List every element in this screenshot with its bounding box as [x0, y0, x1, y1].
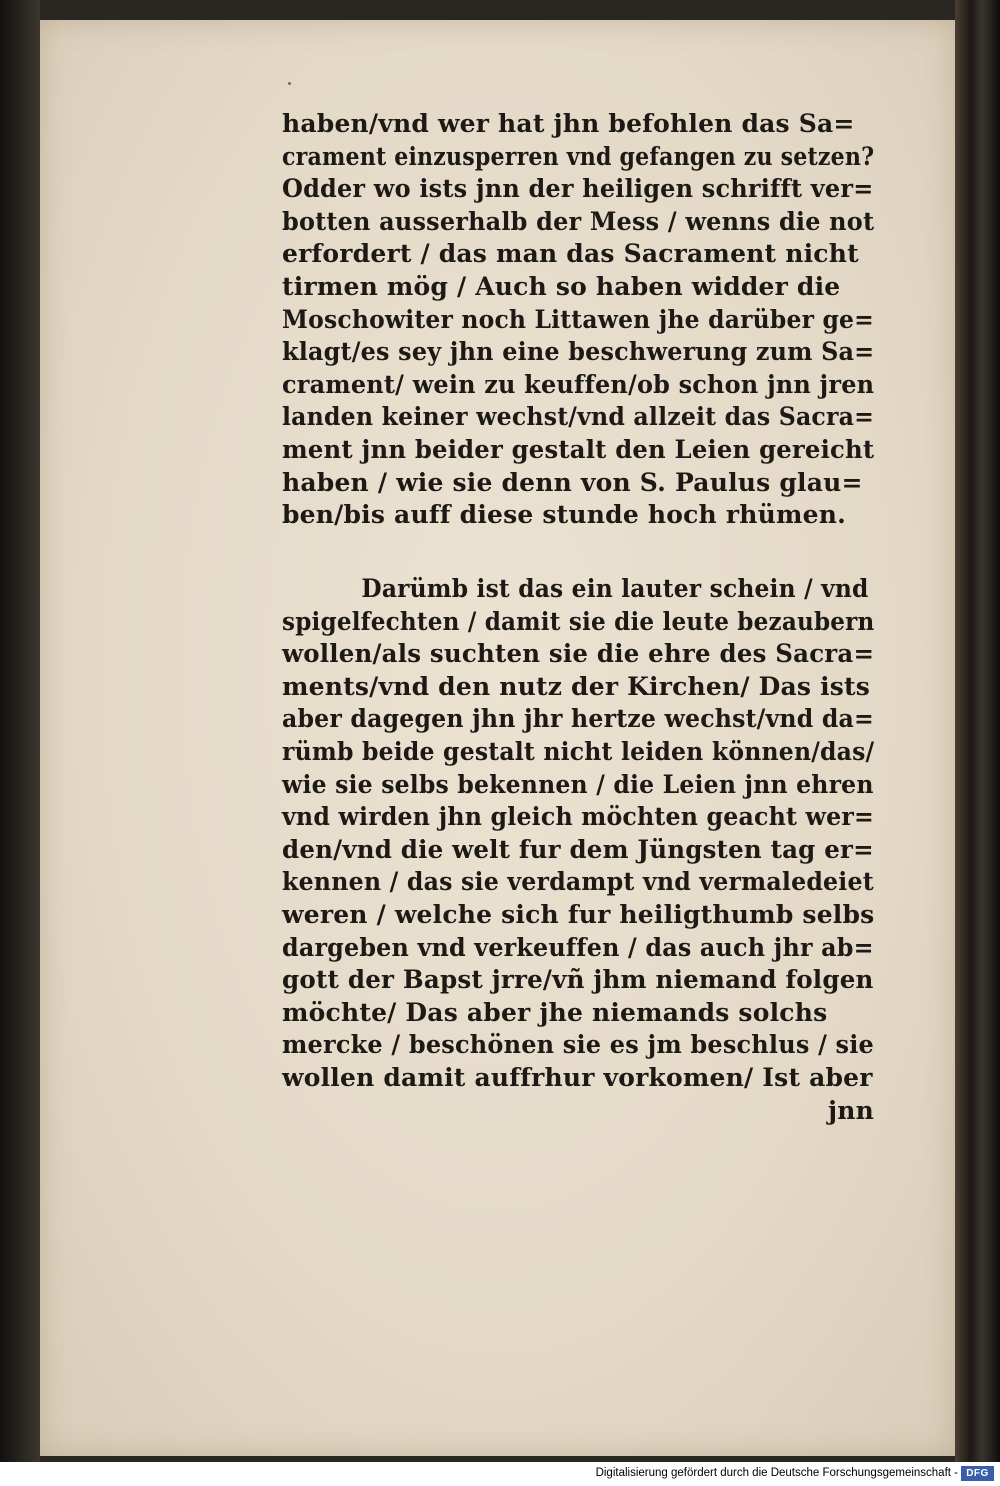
- catchword: jnn: [828, 1095, 874, 1125]
- text-line: ment jnn beider gestalt den Leien gereicht: [282, 434, 875, 464]
- text-line: klagt/es sey jhn eine beschwerung zum Sa=: [282, 337, 875, 367]
- page-right-edge: [955, 0, 1000, 1462]
- text-line: weren / welche sich fur heiligthumb selbs: [282, 899, 875, 929]
- text-line: ben/bis auff diese stunde hoch rhümen.: [282, 500, 846, 530]
- text-line: erfordert / das man das Sacrament nicht: [282, 239, 859, 269]
- dfg-logo: DFG: [961, 1466, 994, 1481]
- text-line: dargeben vnd verkeuffen / das auch jhr ab=: [282, 932, 874, 962]
- text-line: wie sie selbs bekennen / die Leien jnn ehren: [282, 769, 874, 799]
- text-line: crament/ wein zu keuffen/ob schon jnn jren: [282, 369, 875, 399]
- text-line: den/vnd die welt fur dem Jüngsten tag er=: [282, 834, 874, 864]
- text-line: aber dagegen jhn jhr hertze wechst/vnd da=: [282, 704, 874, 734]
- text-line: haben/vnd wer hat jhn befohlen das Sa=: [282, 109, 855, 138]
- text-line: mercke / beschönen sie es jm beschlus / sie: [282, 1030, 875, 1060]
- text-line: tirmen mög / Auch so haben widder die: [282, 271, 841, 301]
- footer-bar: [0, 1462, 1000, 1486]
- ink-speck: [288, 82, 291, 85]
- text-line: kennen / das sie verdampt vnd vermaledeiet: [282, 867, 874, 897]
- text-line: crament einzusperren vnd gefangen zu setzen?: [282, 141, 875, 171]
- text-line: landen keiner wechst/vnd allzeit das Sacra=: [282, 402, 875, 432]
- paragraph-2: [282, 573, 874, 1127]
- text-line: Moschowiter noch Littawen jhe darüber ge=: [282, 304, 874, 334]
- text-line: wollen/als suchten sie die ehre des Sacra=: [282, 639, 875, 669]
- funding-credit: Digitalisierung gefördert durch die Deutsche Forschungsgemeinschaft -: [595, 1467, 958, 1479]
- text-line: rümb beide gestalt nicht leiden können/das/: [282, 736, 875, 766]
- text-line-indented: Darümb ist das ein lauter schein / vnd: [361, 574, 869, 603]
- text-line: botten ausserhalb der Mess / wenns die not: [282, 206, 875, 236]
- text-line: Odder wo ists jnn der heiligen schrifft ver=: [282, 174, 874, 204]
- paragraph-1: [282, 108, 874, 532]
- text-line: vnd wirden jhn gleich möchten geacht wer=: [282, 802, 874, 832]
- text-line: ments/vnd den nutz der Kirchen/ Das ists: [282, 671, 871, 701]
- text-line: spigelfechten / damit sie die leute bezaubern: [282, 606, 875, 636]
- text-line: haben / wie sie denn von S. Paulus glau=: [282, 467, 863, 497]
- text-line: möchte/ Das aber jhe niemands solchs: [282, 997, 828, 1027]
- text-line: wollen damit auffrhur vorkomen/ Ist aber: [282, 1062, 873, 1092]
- text-line: gott der Bapst jrre/vñ jhm niemand folgen: [282, 965, 874, 995]
- page-left-shadow: [0, 0, 40, 1462]
